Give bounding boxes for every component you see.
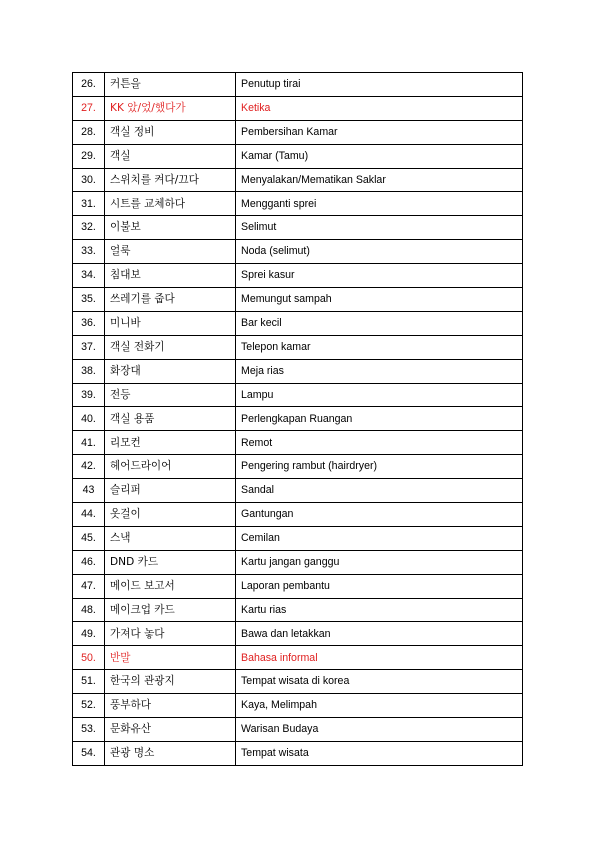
- table-row: [73, 264, 523, 288]
- korean-term: 미니바: [105, 311, 236, 335]
- table-row: [73, 73, 523, 97]
- korean-term: 슬리퍼: [105, 479, 236, 503]
- table-row: [73, 598, 523, 622]
- table-row: [73, 670, 523, 694]
- table-row: [73, 359, 523, 383]
- table-row: [73, 240, 523, 264]
- indonesian-translation: Noda (selimut): [236, 240, 523, 264]
- row-number: 47.: [73, 574, 105, 598]
- indonesian-translation: Bahasa informal: [236, 646, 523, 670]
- korean-term: KK 았/었/했다가: [105, 96, 236, 120]
- row-number: 35.: [73, 288, 105, 312]
- table-row: [73, 216, 523, 240]
- row-number: 30.: [73, 168, 105, 192]
- table-row: [73, 574, 523, 598]
- row-number: 53.: [73, 718, 105, 742]
- indonesian-translation: Telepon kamar: [236, 335, 523, 359]
- vocabulary-table-body: [73, 73, 523, 766]
- table-row: [73, 646, 523, 670]
- korean-term: 전등: [105, 383, 236, 407]
- table-row: [73, 718, 523, 742]
- table-row: [73, 192, 523, 216]
- row-number: 51.: [73, 670, 105, 694]
- korean-term: 커튼을: [105, 73, 236, 97]
- korean-term: 스낵: [105, 526, 236, 550]
- korean-term: 스위치를 켜다/끄다: [105, 168, 236, 192]
- table-row: [73, 383, 523, 407]
- row-number: 42.: [73, 455, 105, 479]
- table-row: [73, 503, 523, 527]
- indonesian-translation: Memungut sampah: [236, 288, 523, 312]
- row-number: 39.: [73, 383, 105, 407]
- table-row: [73, 694, 523, 718]
- indonesian-translation: Warisan Budaya: [236, 718, 523, 742]
- korean-term: 가져다 놓다: [105, 622, 236, 646]
- table-row: [73, 288, 523, 312]
- indonesian-translation: Sprei kasur: [236, 264, 523, 288]
- row-number: 28.: [73, 120, 105, 144]
- table-row: [73, 407, 523, 431]
- table-row: [73, 311, 523, 335]
- indonesian-translation: Menyalakan/Mematikan Saklar: [236, 168, 523, 192]
- indonesian-translation: Perlengkapan Ruangan: [236, 407, 523, 431]
- row-number: 54.: [73, 741, 105, 765]
- table-row: [73, 550, 523, 574]
- indonesian-translation: Pembersihan Kamar: [236, 120, 523, 144]
- indonesian-translation: Bar kecil: [236, 311, 523, 335]
- indonesian-translation: Meja rias: [236, 359, 523, 383]
- table-row: [73, 431, 523, 455]
- indonesian-translation: Selimut: [236, 216, 523, 240]
- korean-term: DND 카드: [105, 550, 236, 574]
- vocabulary-table: [72, 72, 523, 766]
- row-number: 37.: [73, 335, 105, 359]
- korean-term: 객실 전화기: [105, 335, 236, 359]
- korean-term: 객실: [105, 144, 236, 168]
- row-number: 40.: [73, 407, 105, 431]
- row-number: 49.: [73, 622, 105, 646]
- korean-term: 반말: [105, 646, 236, 670]
- table-row: [73, 168, 523, 192]
- indonesian-translation: Remot: [236, 431, 523, 455]
- row-number: 45.: [73, 526, 105, 550]
- table-row: [73, 120, 523, 144]
- korean-term: 이불보: [105, 216, 236, 240]
- row-number: 36.: [73, 311, 105, 335]
- indonesian-translation: Pengering rambut (hairdryer): [236, 455, 523, 479]
- table-row: [73, 622, 523, 646]
- row-number: 38.: [73, 359, 105, 383]
- row-number: 34.: [73, 264, 105, 288]
- row-number: 26.: [73, 73, 105, 97]
- korean-term: 화장대: [105, 359, 236, 383]
- table-row: [73, 335, 523, 359]
- korean-term: 객실 용품: [105, 407, 236, 431]
- korean-term: 메이크업 카드: [105, 598, 236, 622]
- table-row: [73, 479, 523, 503]
- row-number: 52.: [73, 694, 105, 718]
- table-row: [73, 96, 523, 120]
- indonesian-translation: Kartu jangan ganggu: [236, 550, 523, 574]
- row-number: 44.: [73, 503, 105, 527]
- korean-term: 쓰레기를 줍다: [105, 288, 236, 312]
- korean-term: 얼룩: [105, 240, 236, 264]
- row-number: 41.: [73, 431, 105, 455]
- row-number: 31.: [73, 192, 105, 216]
- indonesian-translation: Sandal: [236, 479, 523, 503]
- indonesian-translation: Penutup tirai: [236, 73, 523, 97]
- row-number: 29.: [73, 144, 105, 168]
- row-number: 48.: [73, 598, 105, 622]
- row-number: 27.: [73, 96, 105, 120]
- korean-term: 리모컨: [105, 431, 236, 455]
- table-row: [73, 144, 523, 168]
- row-number: 33.: [73, 240, 105, 264]
- indonesian-translation: Cemilan: [236, 526, 523, 550]
- row-number: 50.: [73, 646, 105, 670]
- korean-term: 시트를 교체하다: [105, 192, 236, 216]
- row-number: 43: [73, 479, 105, 503]
- indonesian-translation: Tempat wisata: [236, 741, 523, 765]
- korean-term: 풍부하다: [105, 694, 236, 718]
- korean-term: 헤어드라이어: [105, 455, 236, 479]
- indonesian-translation: Kartu rias: [236, 598, 523, 622]
- row-number: 32.: [73, 216, 105, 240]
- indonesian-translation: Kaya, Melimpah: [236, 694, 523, 718]
- indonesian-translation: Kamar (Tamu): [236, 144, 523, 168]
- korean-term: 메이드 보고서: [105, 574, 236, 598]
- indonesian-translation: Laporan pembantu: [236, 574, 523, 598]
- row-number: 46.: [73, 550, 105, 574]
- korean-term: 문화유산: [105, 718, 236, 742]
- indonesian-translation: Bawa dan letakkan: [236, 622, 523, 646]
- korean-term: 옷걸이: [105, 503, 236, 527]
- indonesian-translation: Ketika: [236, 96, 523, 120]
- korean-term: 한국의 관광지: [105, 670, 236, 694]
- korean-term: 침대보: [105, 264, 236, 288]
- table-row: [73, 526, 523, 550]
- korean-term: 관광 명소: [105, 741, 236, 765]
- table-row: [73, 741, 523, 765]
- indonesian-translation: Tempat wisata di korea: [236, 670, 523, 694]
- indonesian-translation: Mengganti sprei: [236, 192, 523, 216]
- indonesian-translation: Lampu: [236, 383, 523, 407]
- table-row: [73, 455, 523, 479]
- indonesian-translation: Gantungan: [236, 503, 523, 527]
- korean-term: 객실 정비: [105, 120, 236, 144]
